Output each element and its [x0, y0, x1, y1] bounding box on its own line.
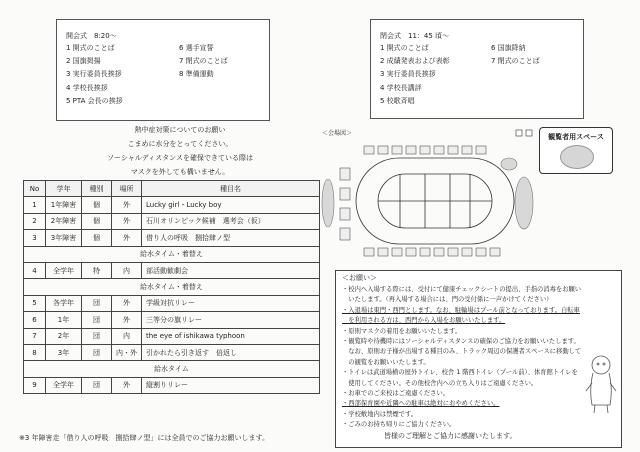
program-type: 個 — [82, 230, 112, 246]
spectator-areas — [322, 158, 533, 229]
closing-left-list — [380, 42, 450, 108]
closing-ceremony-box — [370, 19, 584, 119]
program-type: 団 — [82, 344, 112, 360]
opening-item: 7 閉式のことば — [179, 57, 228, 66]
heat-notice-line: マスクを外しても構いません。 — [130, 168, 230, 176]
program-type: 個 — [82, 197, 112, 213]
program-header-cell: 場所 — [112, 181, 142, 197]
request-line: ・トイレは武道場横の屋外トイレ、校舎 1 階西トイレ（プール前）、体育館トイレを — [342, 369, 578, 377]
request-line: 使用してください。その他校舎内への立ち入りはご遠慮ください。 — [342, 379, 538, 387]
program-break-label: 給水タイム — [24, 361, 320, 377]
program-place: 外 — [112, 230, 142, 246]
program-event: 三等分の旗リレー — [142, 312, 320, 328]
opening-item: 3 実行委員長挨拶 — [66, 70, 122, 79]
program-event: 縦割りリレー — [142, 377, 320, 393]
venue-map — [320, 128, 536, 270]
program-place: 内・外 — [112, 344, 142, 360]
mascot-illustration — [585, 353, 617, 415]
program-type: 特 — [82, 262, 112, 278]
program-grade: 3年障害 — [46, 230, 82, 246]
opening-ceremony-title: 開会式 8:20～ — [66, 32, 117, 40]
request-line: なお、原則お子様が出場する種目のみ、トラック周辺の保護者スペースに移動して — [342, 348, 582, 356]
program-event: 部活動歓劇会 — [142, 262, 320, 278]
request-line: の観覧をお願いいたします。 — [342, 358, 430, 366]
program-row — [24, 213, 320, 229]
program-type: 個 — [82, 213, 112, 229]
spectator-space-legend — [539, 127, 613, 174]
opening-item: 8 準備運動 — [179, 70, 214, 79]
closing-item: 6 国旗降納 — [491, 44, 526, 52]
program-break-label: 給水タイム・着替え — [24, 279, 320, 295]
requests-closing: 皆様のご理解とご協力に感謝いたします。 — [384, 432, 517, 440]
program-grade: 全学年 — [46, 377, 82, 393]
closing-item: 2 成績発表および表彰 — [380, 57, 450, 66]
program-break-row — [24, 361, 320, 377]
program-no: 7 — [24, 328, 46, 344]
program-row — [24, 328, 320, 344]
requests-heading: ＜お願い＞ — [342, 274, 377, 282]
program-event: 石川オリンピック候補 選考会（仮） — [142, 213, 320, 229]
request-line: ・西部保育園や近隣への駐車は絶対におやめください。 — [342, 400, 500, 408]
opening-left-list — [66, 42, 123, 108]
program-type: 団 — [82, 328, 112, 344]
program-grade: 2年 — [46, 328, 82, 344]
program-header-cell: No — [24, 181, 46, 197]
closing-ceremony-title: 閉会式 11：45 頃～ — [380, 32, 450, 40]
program-no: 2 — [24, 213, 46, 229]
program-no: 5 — [24, 295, 46, 311]
program-break-row — [24, 279, 320, 295]
heat-notice-title: 熱中症対策についてのお願い — [134, 126, 226, 134]
program-no: 3 — [24, 230, 46, 246]
program-grade: 3年 — [46, 344, 82, 360]
gate-marker — [526, 130, 532, 136]
program-row — [24, 262, 320, 278]
heat-notice-line: ソーシャルディスタンスを確保できている際は — [107, 154, 253, 162]
gate-marker — [516, 130, 522, 136]
program-place: 内 — [112, 262, 142, 278]
program-place: 外 — [112, 295, 142, 311]
program-grade: 1年 — [46, 312, 82, 328]
request-line: ・原則マスクの着用をお願いいたします。 — [342, 327, 462, 335]
opening-item: 2 国旗掲揚 — [66, 57, 101, 66]
spectator-space-swatch — [560, 145, 594, 169]
program-table — [23, 180, 320, 394]
heat-notice — [60, 123, 300, 179]
program-grade: 全学年 — [46, 262, 82, 278]
program-no: 1 — [24, 197, 46, 213]
program-no: 4 — [24, 262, 46, 278]
closing-item: 3 実行委員長挨拶 — [380, 70, 436, 79]
program-break-label: 給水タイム・着替え — [24, 246, 320, 262]
program-place: 外 — [112, 377, 142, 393]
closing-right-list — [491, 42, 540, 68]
program-place: 外 — [112, 213, 142, 229]
program-header-row — [24, 181, 320, 197]
program-row — [24, 295, 320, 311]
program-event: 借り人の呼吸 捌拾肆ノ型 — [142, 230, 320, 246]
program-row — [24, 377, 320, 393]
request-line: ・入退場は東門・西門とします。なお、駐輪場はプール前となっております。自転車 — [342, 306, 580, 314]
program-header-cell: 学年 — [46, 181, 82, 197]
program-grade: 1年障害 — [46, 197, 82, 213]
closing-item: 5 校歌斉唱 — [380, 96, 415, 105]
program-event: 学級対抗リレー — [142, 295, 320, 311]
program-row — [24, 230, 320, 246]
program-no: 6 — [24, 312, 46, 328]
opening-item: 4 学校長挨拶 — [66, 83, 108, 92]
program-type: 団 — [82, 312, 112, 328]
opening-item: 5 PTA 会長の挨拶 — [66, 96, 123, 105]
requests-box — [335, 270, 622, 448]
spectator-space-label: 観覧者用スペース — [548, 133, 604, 141]
request-line: ・観覧時や待機時にはソーシャルディスタンスの確保のご協力をお願いいたします。 — [342, 338, 580, 346]
program-type: 団 — [82, 377, 112, 393]
opening-item: 6 選手宣誓 — [179, 44, 214, 52]
program-place: 外 — [112, 312, 142, 328]
requests-list — [342, 285, 592, 431]
footnote: ※3 年障害走「借り人の呼吸 捌拾肆ノ型」には全員でのご協力お願いします。 — [19, 434, 269, 442]
program-place: 外 — [112, 197, 142, 213]
closing-item: 7 閉式のことば — [491, 57, 540, 66]
opening-right-list — [179, 42, 228, 82]
program-event: Lucky girl・Lucky boy — [142, 197, 320, 213]
program-event: the eye of ishikawa typhoon — [142, 328, 320, 344]
request-line: を利用される方は、西門から入場をお願いいたします。 — [342, 317, 506, 325]
program-no: 9 — [24, 377, 46, 393]
program-type: 団 — [82, 295, 112, 311]
program-grade: 2年障害 — [46, 213, 82, 229]
request-line: いたします。（再入場する場合には、門の受付係に一声かけてください） — [342, 296, 553, 304]
program-break-row — [24, 246, 320, 262]
map-title: ＜会場図＞ — [322, 130, 353, 137]
opening-ceremony-box — [56, 19, 270, 121]
program-grade: 各学年 — [46, 295, 82, 311]
request-line: ・学校敷地内は禁煙です。 — [342, 410, 418, 418]
program-row — [24, 344, 320, 360]
closing-item: 1 開式のことば — [380, 44, 429, 52]
request-line: ・お車でのご来校はご遠慮ください。 — [342, 390, 450, 398]
program-place: 内 — [112, 328, 142, 344]
program-event: 引かれたら引き返す 倍返し — [142, 344, 320, 360]
closing-item: 4 学校長講評 — [380, 83, 422, 92]
heat-notice-line: こまめに水分をとってください。 — [127, 140, 233, 148]
request-line: ・校内へ入場する際には、受付にて健康チェックシートの提出、手指の消毒をお願い — [342, 286, 582, 293]
request-line: ・ごみのお持ち帰りにご協力ください。 — [342, 421, 456, 429]
program-header-cell: 種目名 — [142, 181, 320, 197]
program-header-cell: 種別 — [82, 181, 112, 197]
opening-item: 1 開式のことば — [66, 44, 115, 52]
program-no: 8 — [24, 344, 46, 360]
program-row — [24, 197, 320, 213]
program-row — [24, 312, 320, 328]
